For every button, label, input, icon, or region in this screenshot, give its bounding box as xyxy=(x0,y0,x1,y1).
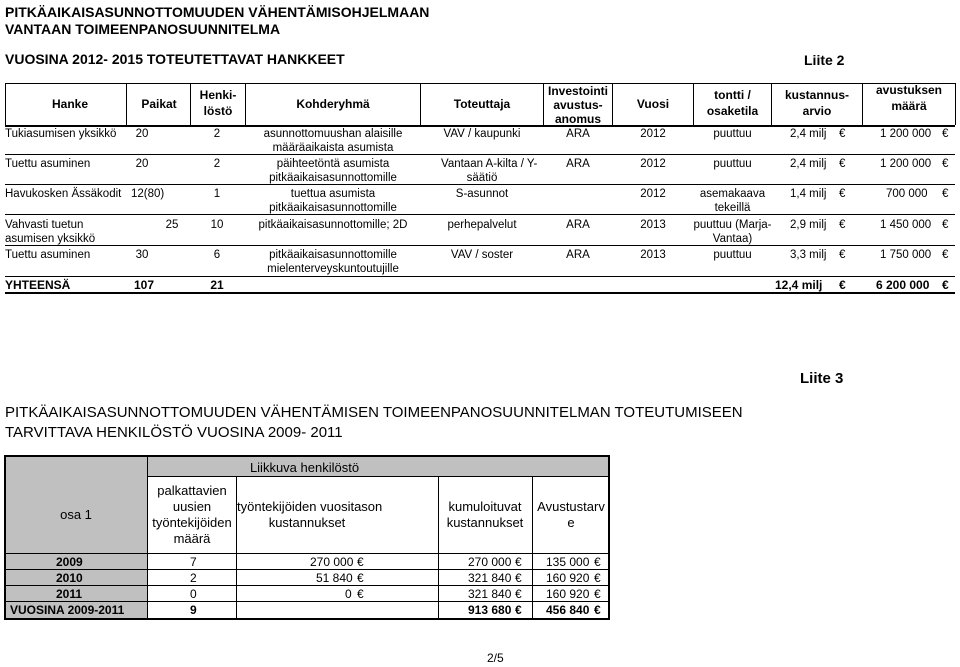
cell-tontti: puuttuu xyxy=(713,128,752,140)
col-header-kohderyhma: Kohderyhmä xyxy=(296,97,370,111)
staff-total-grant: 456 840 xyxy=(546,603,590,617)
cell-henkilosto: 6 xyxy=(213,249,221,261)
euro-sign: € xyxy=(594,603,601,617)
staff-count: 2 xyxy=(190,571,197,585)
col-header-toteuttaja: Toteuttaja xyxy=(453,97,511,111)
staff-header-palkattavien-4: määrä xyxy=(173,531,211,546)
cell-hanke: Tukiasumisen yksikkö xyxy=(5,128,117,140)
cell-toteuttaja: VAV / soster xyxy=(450,249,514,261)
euro-sign: € xyxy=(839,278,846,292)
euro-sign: € xyxy=(839,128,846,140)
cell-vuosi: 2013 xyxy=(640,219,666,231)
doc-title-line2: VANTAAN TOIMEENPANOSUUNNITELMA xyxy=(5,21,281,37)
euro-sign: € xyxy=(594,587,601,601)
staff-grant: 160 920 xyxy=(546,587,590,601)
cell-kohderyhma-2: määräaikaista asumista xyxy=(272,142,394,154)
cell-hanke: Vahvasti tuetun xyxy=(5,219,84,231)
staff-count: 7 xyxy=(190,555,197,569)
col-header-henkilosto-2: löstö xyxy=(203,104,233,118)
col-header-kustannusarvio-2: arvio xyxy=(802,104,832,118)
col-header-henkilosto-1: Henki- xyxy=(199,88,237,102)
euro-sign: € xyxy=(515,571,522,585)
euro-sign: € xyxy=(942,128,949,140)
cell-kohderyhma: päihteetöntä asumista xyxy=(276,158,390,170)
col-header-tontti-2: osaketila xyxy=(706,104,759,118)
page-number: 2/5 xyxy=(487,651,504,665)
staff-header-palkattavien-3: työntekijöiden xyxy=(152,515,232,530)
staff-header-palkattavien-2: uusien xyxy=(172,499,212,514)
euro-sign: € xyxy=(942,219,949,231)
cell-hanke: Tuettu asuminen xyxy=(5,158,91,170)
cell-paikat: 20 xyxy=(135,158,149,170)
staff-annual: 0 xyxy=(345,587,352,601)
cell-kustannusarvio: 2,4 milj xyxy=(790,128,827,140)
cell-kustannusarvio: 2,9 milj xyxy=(790,219,827,231)
euro-sign: € xyxy=(839,188,846,200)
cell-toteuttaja-2: säätiö xyxy=(466,172,498,184)
cell-vuosi: 2012 xyxy=(640,188,666,200)
staff-annual: 270 000 xyxy=(310,555,354,569)
cell-investointi: ARA xyxy=(566,158,590,170)
staff-header-liikkuva: Liikkuva henkilöstö xyxy=(249,460,360,475)
cell-toteuttaja: Vantaan A-kilta / Y- xyxy=(441,158,538,170)
cell-investointi: ARA xyxy=(566,128,590,140)
staff-cumulative: 321 840 xyxy=(468,571,512,585)
col-header-investointi-2: avustus- xyxy=(553,98,603,112)
col-header-investointi-1: Investointi xyxy=(547,84,608,98)
staff-year: 2011 xyxy=(56,587,83,601)
cell-hanke: Tuettu asuminen xyxy=(5,249,91,261)
cell-tontti: puuttuu xyxy=(713,158,752,170)
euro-sign: € xyxy=(942,278,949,292)
col-header-avustus-2: määrä xyxy=(891,99,927,113)
cell-henkilosto: 1 xyxy=(213,188,221,200)
staff-header-vuositason-1: työntekijöiden vuositason xyxy=(237,499,383,514)
euro-sign: € xyxy=(357,587,364,601)
cell-kohderyhma: asunnottomuushan alaisille xyxy=(263,128,403,140)
euro-sign: € xyxy=(839,249,846,261)
doc-title-line1: PITKÄAIKAISASUNNOTTOMUUDEN VÄHENTÄMISOHJELMAAN xyxy=(5,4,430,20)
total-label: YHTEENSÄ xyxy=(5,278,71,292)
euro-sign: € xyxy=(357,571,364,585)
euro-sign: € xyxy=(942,158,949,170)
cell-kohderyhma-2: pitkäaikaisasunnottomille xyxy=(269,172,397,184)
staff-year: 2009 xyxy=(56,555,83,569)
col-header-hanke: Hanke xyxy=(51,97,89,111)
euro-sign: € xyxy=(515,603,522,617)
col-header-avustus-1: avustuksen xyxy=(875,83,943,97)
cell-kustannusarvio: 3,3 milj xyxy=(790,249,827,261)
euro-sign: € xyxy=(594,571,601,585)
cell-kohderyhma: pitkäaikaisasunnottomille; 2D xyxy=(258,219,408,231)
euro-sign: € xyxy=(942,249,949,261)
appendix-3-label: Liite 3 xyxy=(800,370,844,387)
cell-paikat: 25 xyxy=(165,219,179,231)
cell-tontti-2: Vantaa) xyxy=(712,233,753,245)
cell-toteuttaja: S-asunnot xyxy=(455,188,509,200)
cell-vuosi: 2012 xyxy=(640,158,666,170)
cell-henkilosto: 2 xyxy=(213,128,221,140)
col-header-kustannusarvio-1: kustannus- xyxy=(784,88,849,102)
cell-avustus: 1 200 000 xyxy=(880,128,932,140)
staff-cumulative: 321 840 xyxy=(468,587,512,601)
cell-avustus: 1 450 000 xyxy=(880,219,932,231)
staff-year: 2010 xyxy=(56,571,83,585)
total-henkilosto: 21 xyxy=(210,278,224,292)
staff-total-cumulative: 913 680 xyxy=(468,603,512,617)
cell-hanke-2: asumisen yksikkö xyxy=(5,233,96,245)
cell-investointi: ARA xyxy=(566,219,590,231)
cell-tontti: asemakaava xyxy=(699,188,766,200)
cell-tontti: puuttuu (Marja- xyxy=(693,219,772,231)
staff-title-line1: PITKÄAIKAISASUNNOTTOMUUDEN VÄHENTÄMISEN TOIMEENPANOSUUNNITELMAN TOTEUTUMISEEN xyxy=(5,404,743,421)
col-header-paikat: Paikat xyxy=(141,97,177,111)
cell-toteuttaja: VAV / kaupunki xyxy=(443,128,521,140)
col-header-investointi-3: anomus xyxy=(554,112,601,126)
cell-paikat: 20 xyxy=(135,128,149,140)
cell-paikat: 30 xyxy=(135,249,149,261)
euro-sign: € xyxy=(515,587,522,601)
cell-paikat: 12(80) xyxy=(131,188,165,200)
staff-grant: 160 920 xyxy=(546,571,590,585)
total-kustannusarvio: 12,4 milj xyxy=(775,278,823,292)
cell-kohderyhma: tuettua asumista xyxy=(290,188,376,200)
staff-header-kumuloituvat-1: kumuloituvat xyxy=(448,499,522,514)
staff-cumulative: 270 000 xyxy=(468,555,512,569)
col-header-vuosi: Vuosi xyxy=(636,97,670,111)
cell-kohderyhma-2: mielenterveyskuntoutujille xyxy=(267,263,399,275)
cell-henkilosto: 2 xyxy=(213,158,221,170)
cell-kustannusarvio: 1,4 milj xyxy=(790,188,827,200)
euro-sign: € xyxy=(594,555,601,569)
cell-investointi: ARA xyxy=(566,249,590,261)
cell-vuosi: 2012 xyxy=(640,128,666,140)
cell-toteuttaja: perhepalvelut xyxy=(447,219,517,231)
cell-tontti-2: tekeillä xyxy=(714,202,751,214)
cell-henkilosto: 10 xyxy=(210,219,224,231)
euro-sign: € xyxy=(942,188,949,200)
staff-total-label: VUOSINA 2009-2011 xyxy=(10,603,125,617)
cell-avustus: 1 750 000 xyxy=(880,249,932,261)
staff-header-avustustarve-1: Avustustarv xyxy=(537,499,605,514)
total-avustus: 6 200 000 xyxy=(876,278,930,292)
cell-hanke: Havukosken Ässäkodit xyxy=(5,188,122,200)
staff-grant: 135 000 xyxy=(546,555,590,569)
euro-sign: € xyxy=(357,555,364,569)
cell-kohderyhma-2: pitkäaikaisasunnottomille xyxy=(269,202,397,214)
staff-header-avustustarve-2: e xyxy=(567,515,575,530)
staff-title-line2: TARVITTAVA HENKILÖSTÖ VUOSINA 2009- 2011 xyxy=(5,424,343,441)
staff-annual: 51 840 xyxy=(316,571,353,585)
staff-total-count: 9 xyxy=(190,603,197,617)
cell-kohderyhma: pitkäaikaisasunnottomille xyxy=(269,249,397,261)
euro-sign: € xyxy=(839,219,846,231)
euro-sign: € xyxy=(839,158,846,170)
cell-tontti: puuttuu xyxy=(713,249,752,261)
cell-vuosi: 2013 xyxy=(640,249,666,261)
staff-header-osa: osa 1 xyxy=(60,507,92,522)
staff-count: 0 xyxy=(190,587,197,601)
cell-avustus: 700 000 xyxy=(886,188,928,200)
euro-sign: € xyxy=(515,555,522,569)
staff-header-kumuloituvat-2: kustannukset xyxy=(446,515,524,530)
cell-avustus: 1 200 000 xyxy=(880,158,932,170)
staff-header-palkattavien-1: palkattavien xyxy=(157,483,227,498)
projects-title: VUOSINA 2012- 2015 TOTEUTETTAVAT HANKKEET xyxy=(5,51,345,67)
total-paikat: 107 xyxy=(133,278,155,292)
appendix-2-label: Liite 2 xyxy=(804,52,845,68)
staff-header-vuositason-2: kustannukset xyxy=(268,515,346,530)
col-header-tontti-1: tontti / xyxy=(714,88,751,102)
cell-kustannusarvio: 2,4 milj xyxy=(790,158,827,170)
